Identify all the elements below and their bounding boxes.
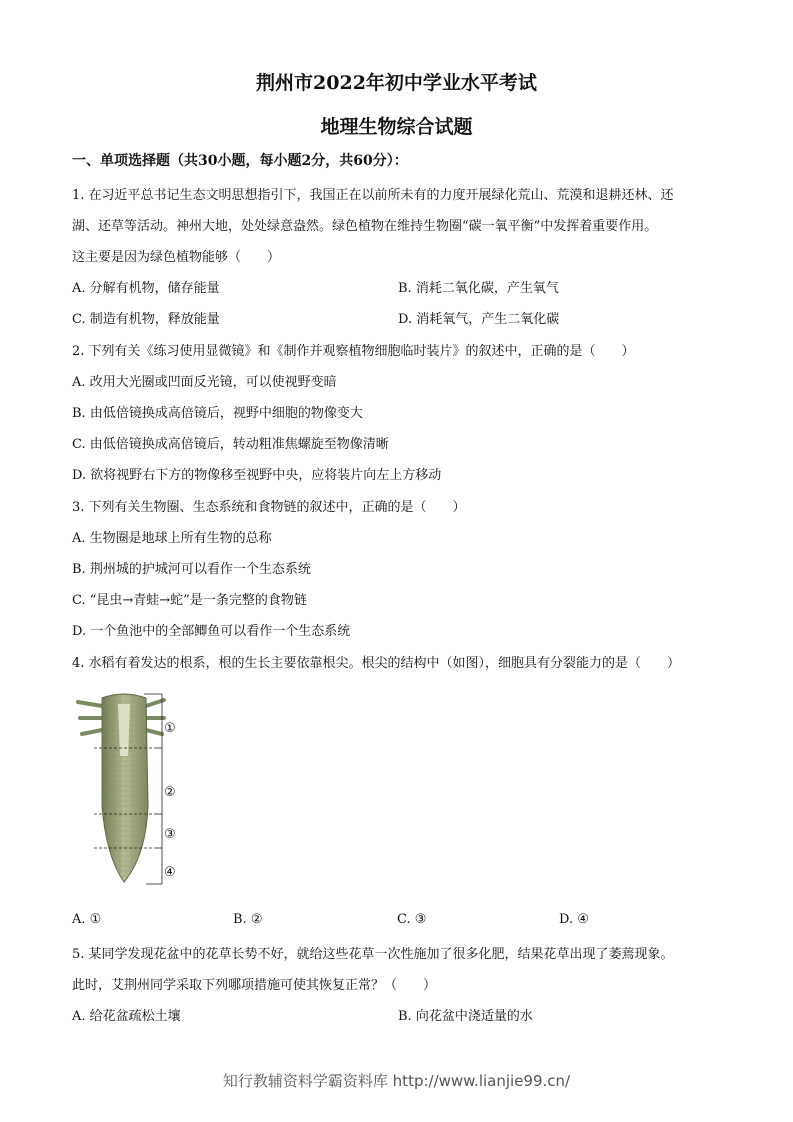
q5-line-1: 5. 某同学发现花盆中的花草长势不好，就给这些花草一次性施加了很多化肥，结果花草出现了萎蔫现象。 (72, 947, 674, 962)
q2-option-c: C. 由低倍镜换成高倍镜后，转动粗准焦螺旋至物像清晰 (72, 437, 389, 452)
zone-label-4: ④ (164, 865, 176, 880)
zone-label-2: ② (164, 785, 176, 800)
q1-line-1: 1. 在习近平总书记生态文明思想指引下，我国正在以前所未有的力度开展绿化荒山、荒漠和退耕还林、还 (72, 188, 674, 203)
q5-option-b: B. 向花盆中浇适量的水 (398, 1009, 533, 1024)
root-tip-figure (72, 686, 192, 886)
q5-option-a: A. 给花盆疏松土壤 (72, 1009, 181, 1024)
footer-watermark: 知行教辅资料学霸资料库 http://www.lianjie99.cn/ (222, 1072, 571, 1090)
q5-line-2: 此时，艾荆州同学采取下列哪项措施可使其恢复正常？（ ） (72, 978, 437, 993)
q1-option-c: C. 制造有机物，释放能量 (72, 312, 220, 327)
q3-option-c: C. “昆虫→青蛙→蛇”是一条完整的食物链 (72, 593, 307, 608)
q3-option-b: B. 荆州城的护城河可以看作一个生态系统 (72, 562, 311, 577)
q2-option-d: D. 欲将视野右下方的物像移至视野中央，应将装片向左上方移动 (72, 468, 442, 483)
q4-option-b: B. ② (233, 912, 263, 927)
q4-stem: 4. 水稻有着发达的根系，根的生长主要依靠根尖。根尖的结构中（如图），细胞具有分裂能力的是（ ） (72, 656, 681, 671)
q1-option-a: A. 分解有机物，储存能量 (72, 281, 220, 296)
q4-option-c: C. ③ (397, 912, 427, 927)
zone-label-1: ① (164, 721, 176, 736)
q3-option-a: A. 生物圈是地球上所有生物的总称 (72, 531, 272, 546)
q1-option-d: D. 消耗氧气，产生二氧化碳 (398, 312, 560, 327)
zone-label-3: ③ (164, 827, 176, 842)
q1-option-b: B. 消耗二氧化碳，产生氧气 (398, 281, 559, 296)
exam-title: 荆州市2022年初中学业水平考试 (256, 72, 537, 94)
q4-option-d: D. ④ (559, 912, 589, 927)
q3-stem: 3. 下列有关生物圈、生态系统和食物链的叙述中，正确的是（ ） (72, 500, 466, 515)
q2-option-b: B. 由低倍镜换成高倍镜后，视野中细胞的物像变大 (72, 406, 363, 421)
q2-stem: 2. 下列有关《练习使用显微镜》和《制作并观察植物细胞临时装片》的叙述中，正确的是（ ） (72, 344, 635, 359)
q4-option-a: A. ① (72, 912, 102, 927)
q2-option-a: A. 改用大光圈或凹面反光镜，可以使视野变暗 (72, 375, 337, 390)
section-heading: 一、单项选择题（共30小题，每小题2分，共60分）： (72, 153, 408, 169)
q1-line-2: 湖、还草等活动。神州大地，处处绿意盎然。绿色植物在维持生物圈“碳一氧平衡”中发挥着重要作用。 (72, 219, 658, 234)
q3-option-d: D. 一个鱼池中的全部鲫鱼可以看作一个生态系统 (72, 624, 351, 639)
q1-line-3: 这主要是因为绿色植物能够（ ） (72, 250, 281, 265)
exam-subtitle: 地理生物综合试题 (320, 116, 473, 138)
